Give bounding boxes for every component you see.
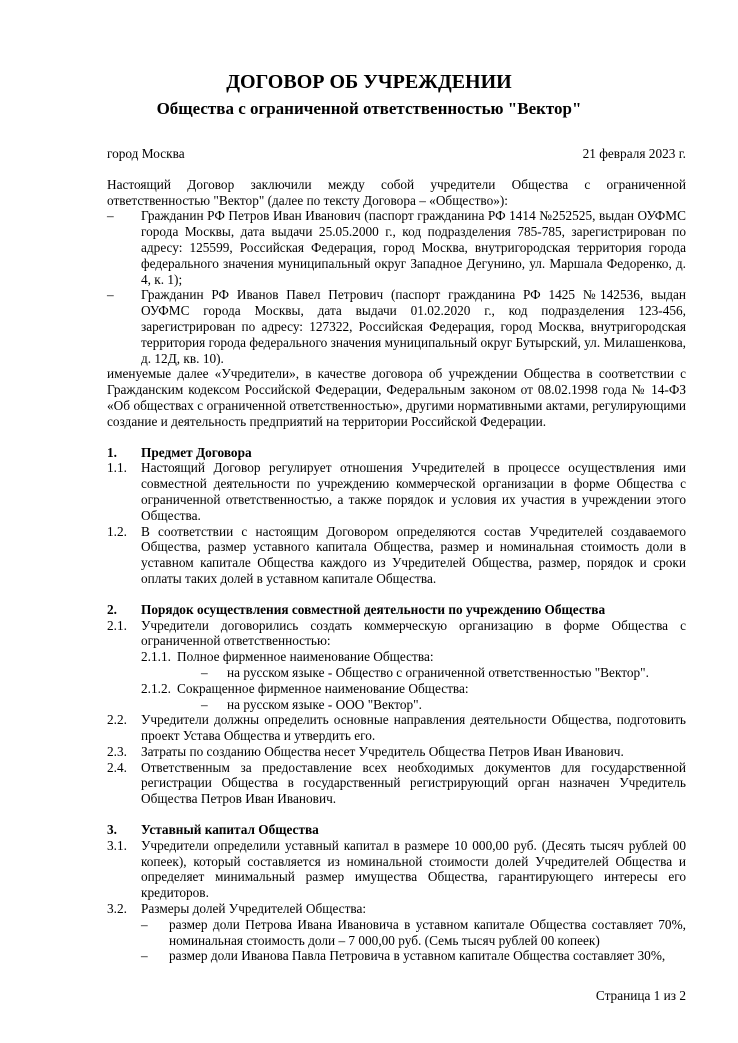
dash-marker: – [201, 664, 208, 680]
city-date-row [107, 146, 686, 162]
section-heading: 2. Порядок осуществления совместной деятельности по учреждению Общества [107, 601, 606, 617]
section-heading: 3. Уставный капитал Общества [107, 822, 319, 838]
dash-marker: – [141, 916, 148, 932]
city: город Москва [107, 146, 185, 161]
clause: 2.2. Учредители должны определить основные направления деятельности Общества, подготовить проект Устава Общества и утвердить его. [107, 712, 686, 744]
share-item: – размер доли Иванова Павла Петровича в уставном капитале Общества составляет 30%, [141, 948, 666, 964]
section-title: Порядок осуществления совместной деятельности по учреждению Общества [141, 601, 606, 617]
section-title: Уставный капитал Общества [141, 822, 319, 838]
subclause: 2.1.1. Полное фирменное наименование Общества: [141, 649, 434, 665]
founder-text: Гражданин РФ Петров Иван Иванович (паспорт гражданина РФ 1414 №252525, выдан ОУФМС города Москвы, дата выдачи 25.05.2000 г., код подразделения 785-785, зарегистрирован по адресу: 125599, Российская Федерация, город Москва, внутригородская территория города федерального значения муниципальный округ Западное Дегунино, ул. Маршала Федоренко, д. 4, к. 1); [141, 208, 686, 287]
contract-date: 21 февраля 2023 г. [582, 146, 686, 161]
share-item: – размер доли Петрова Ивана Ивановича в уставном капитале Общества составляет 70%, номинальная стоимость доли – 7 000,00 руб. (Семь тысяч рублей 00 копеек) [141, 916, 686, 948]
founder-text: Гражданин РФ Иванов Павел Петрович (паспорт гражданина РФ 1425 №142536, выдан ОУФМС города Москвы, дата выдачи 01.02.2020 г., код подразделения 123-456, зарегистрирован по адресу: 127322, Российская Федерация, город Москва, внутригородская территория города федерального значения муниципальный округ Бутырский, ул. Милашенкова, д. 12Д, кв. 10). [141, 287, 686, 366]
subclause-item: – на русском языке - Общество с ограниченной ответственностью "Вектор". [201, 664, 649, 680]
founder-item [107, 287, 686, 366]
page-number: Страница 1 из 2 [595, 988, 686, 1003]
clause: 2.3. Затраты по созданию Общества несет Учредитель Общества Петров Иван Иванович. [107, 743, 624, 759]
document-subtitle: Общества с ограниченной ответственностью "Вектор" [156, 99, 582, 118]
clause: 1.1. Настоящий Договор регулирует отношения Учредителей в процессе осуществления ими совместной деятельности по учреждению коммерческой организации в форме Общества с ограниченной ответственностью, а также порядок и условия их участия в учреждении этого Общества. [107, 460, 686, 523]
section-heading: 1. Предмет Договора [107, 444, 252, 460]
dash-marker: – [141, 948, 148, 964]
clause: 2.4. Ответственным за предоставление всех необходимых документов для государственной регистрации Общества в государственный регистрирующий орган назначен Учредитель Общества Петров Иван Иванович. [107, 759, 686, 807]
dash-marker: – [107, 208, 114, 224]
clause: 2.1. Учредители договорились создать коммерческую организацию в форме Общества с ограниченной ответственностью: [107, 617, 686, 649]
section-title: Предмет Договора [141, 444, 252, 460]
founder-item [107, 208, 686, 287]
clause: 3.2. Размеры долей Учредителей Общества: [107, 901, 367, 917]
outro-paragraph: именуемые далее «Учредители», в качестве договора об учреждении Общества в соответствии с Гражданским кодексом Российской Федерации, Федеральным законом от 08.02.1998 года № 14-ФЗ «Об обществах с ограниченной ответственностью», другими нормативными актами, регулирующими создание и деятельность предприятий на территории Российской Федерации. [107, 366, 686, 429]
dash-marker: – [201, 696, 208, 712]
dash-marker: – [107, 287, 114, 303]
subclause: 2.1.2. Сокращенное фирменное наименование Общества: [141, 680, 469, 696]
document-title: ДОГОВОР ОБ УЧРЕЖДЕНИИ [226, 71, 512, 93]
subclause-item: – на русском языке - ООО "Вектор". [201, 696, 422, 712]
intro-paragraph: Настоящий Договор заключили между собой учредители Общества с ограниченной ответственностью "Вектор" (далее по тексту Договора – «Общество»): [107, 176, 686, 208]
document-body [107, 146, 686, 964]
clause: 3.1. Учредители определили уставный капитал в размере 10 000,00 руб. (Десять тысяч рублей 00 копеек), который составляется из номинальной стоимости долей Учредителей Общества и определяет минимальный размер имущества Общества, гарантирующего интересы его кредиторов. [107, 837, 686, 901]
clause: 1.2. В соответствии с настоящим Договором определяются состав Учредителей создаваемого Общества, размер уставного капитала Общества, размер и номинальная стоимость доли в уставном капитале Общества каждого из Учредителей Общества, размер, порядок и сроки оплаты таких долей в уставном капитале Общества. [107, 523, 686, 586]
